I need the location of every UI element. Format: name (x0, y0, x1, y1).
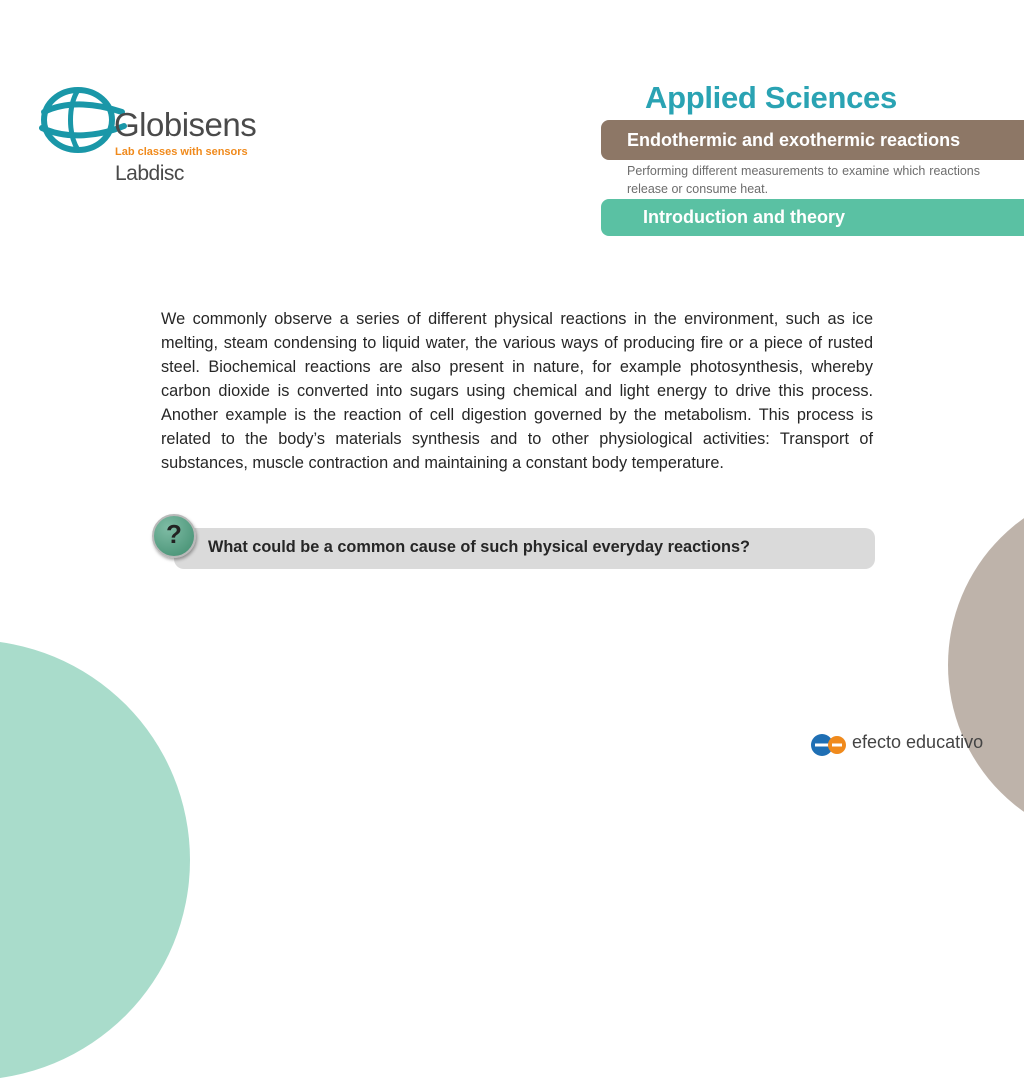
intro-paragraph: We commonly observe a series of different physical reactions in the environment, such as ice melting, steam condensing to liquid water, the various ways of producing fire or a piece of rusted steel. Biochemical reactions are also present in nature, for example photosynthesis, whereby carbon dioxide is converted into sugars using chemical and light energy to drive this process. Another example is the reaction of cell digestion governed by the metabolism. This process is related to the body’s materials synthesis and to other physiological activities: Transport of substances, muscle contraction and maintaining a constant body temperature. (161, 310, 873, 472)
efecto-educativo-logo-icon (810, 728, 848, 758)
section-banner (601, 199, 1024, 236)
decorative-circle-right (948, 485, 1024, 845)
topic-banner (601, 120, 1024, 160)
decorative-circle-left (0, 640, 190, 1080)
globisens-logo (38, 82, 278, 192)
brand-sub: Labdisc (115, 162, 184, 185)
question-box (174, 528, 875, 569)
brand-tagline: Lab classes with sensors (115, 146, 248, 158)
page-title: Applied Sciences (645, 80, 897, 115)
question-mark-icon (152, 514, 196, 558)
topic-title: Endothermic and exothermic reactions (627, 130, 961, 150)
question-text: What could be a common cause of such physical everyday reactions? (208, 538, 750, 556)
question-symbol: ? (166, 519, 182, 549)
brand-name: Globisens (114, 106, 257, 143)
topic-description: Performing different measurements to examine which reactions release or consume heat. (627, 164, 980, 196)
efecto-educativo-logo (810, 728, 1010, 760)
publisher-name: efecto educativo (852, 732, 984, 752)
section-title: Introduction and theory (643, 207, 845, 227)
